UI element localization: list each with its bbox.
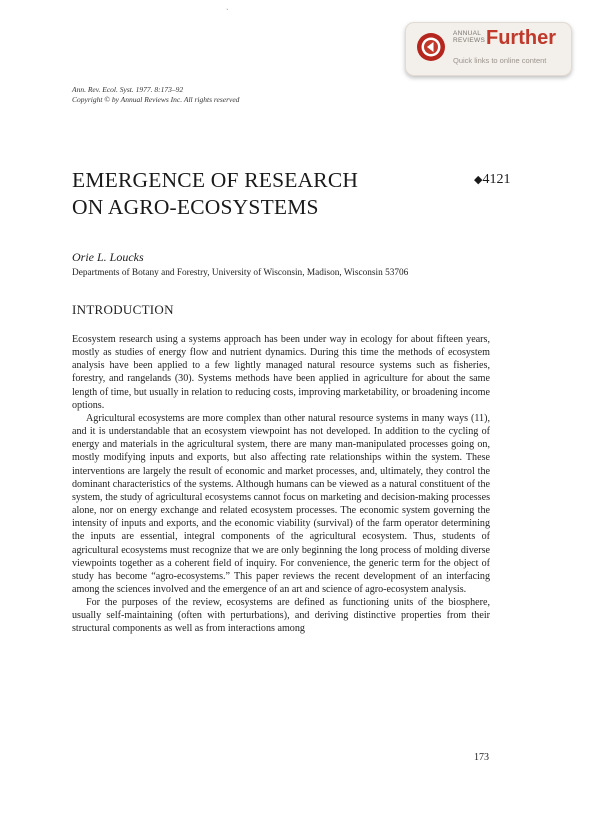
article-title: EMERGENCE OF RESEARCH ON AGRO-ECOSYSTEMS [72,168,359,219]
paragraph: Agricultural ecosystems are more complex than other natural resource systems in many ways (11), and it is understandable that an ecosystem viewpoint has not developed. In addition to the cycling of energy and materials in the agricultural system, there are many man-manipulated processes going on, mostly modifying inputs and exports, but also affecting rate relationships within the system. These interventions are largely the result of economic and market processes, and, ultimately, they control the dominant characteristics of the systems. Although humans can be viewed as a natural constituent of the system, the study of agricultural ecosystems cannot focus on marketing and decision-making processes alone, nor on energy exchange and related ecosystem processes. The economic system governing the intensity of inputs and exports, and the economic viability (survival) of the farm operator determining the inputs are essential, integral components of the agricultural ecosystem. Thus, students of agricultural ecosystems must recognize that we are only beginning the long process of molding diverse viewpoints together as a coherent field of inquiry. For convenience, the generic term for the object of study has become “agro-ecosystems.” This paper reviews the recent development of an interfacing among the sciences involved and the emergence of an art and science of agro-ecosystem analysis. [72,412,490,595]
author-name: Orie L. Loucks [72,250,144,264]
scan-mark: ˋ [226,8,229,17]
author-affiliation: Departments of Botany and Forestry, University of Wisconsin, Madison, Wisconsin 53706 [72,268,409,278]
article-body [72,333,490,636]
diamond-icon: ◆ [474,174,483,186]
further-banner[interactable] [405,22,572,76]
further-tagline: Quick links to online content [453,56,547,65]
copyright-line: Copyright © by Annual Reviews Inc. All rights reserved [72,95,240,104]
annual-reviews-wordmark: ANNUAL REVIEWS [453,30,486,44]
article-code: ◆4121 [474,172,511,187]
further-label: Further [486,27,556,49]
journal-citation [72,85,239,105]
citation-line: Ann. Rev. Ecol. Syst. 1977. 8:173–92 [72,85,184,94]
page-number: 173 [474,752,489,763]
paragraph: For the purposes of the review, ecosystems are defined as functioning units of the biosphere, usually self-maintaining (often with perturbations), and deriving distinctive properties from their structural components as well as from interactions among [72,597,490,635]
annual-reviews-logo-icon [416,32,446,62]
section-heading: INTRODUCTION [72,302,174,317]
paragraph: Ecosystem research using a systems approach has been under way in ecology for about fifteen years, mostly as studies of energy flow and nutrient dynamics. During this time the methods of ecosystem analysis have been applied to a few lightly managed natural resource systems such as fisheries, forestry, and rangelands (30). Systems methods have been applied in agriculture for about the same length of time, but usually in relation to reducing costs, improving marketability, or broadening income options. [72,334,490,411]
